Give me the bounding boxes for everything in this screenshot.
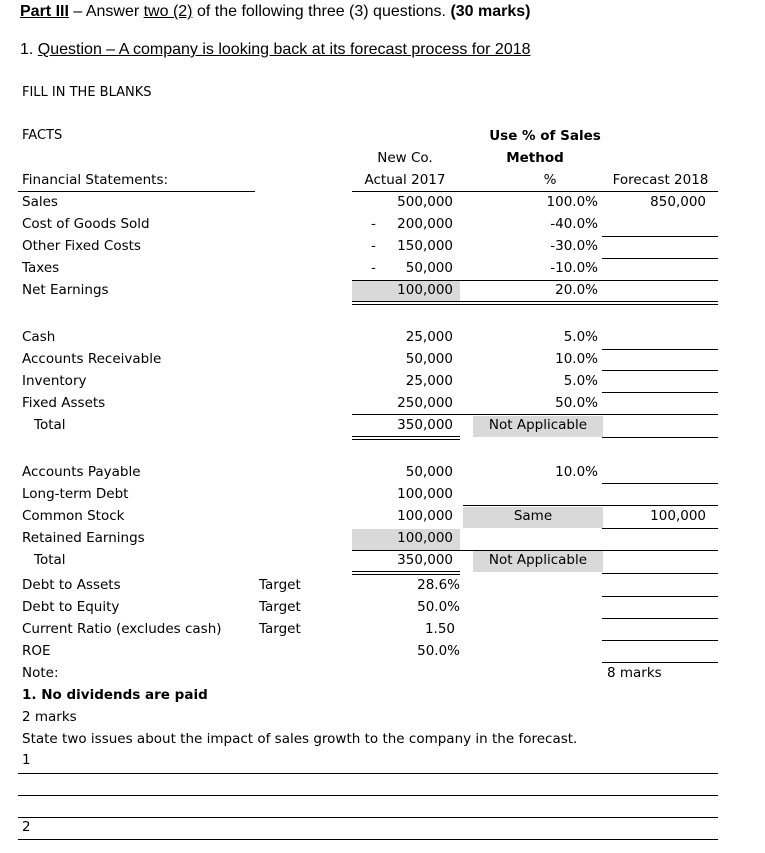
rule bbox=[352, 436, 460, 437]
sales-pct: 100.0% bbox=[546, 194, 598, 210]
dta-value: 28.6% bbox=[417, 577, 460, 593]
rule bbox=[352, 301, 718, 302]
newco-header: New Co. bbox=[377, 150, 433, 166]
inventory-forecast-blank[interactable] bbox=[602, 392, 718, 393]
cash-actual: 25,000 bbox=[405, 329, 453, 345]
assets-total-forecast-blank[interactable] bbox=[602, 437, 718, 438]
sales-forecast: 850,000 bbox=[650, 194, 706, 210]
row-label-fixed-assets: Fixed Assets bbox=[22, 395, 106, 411]
answer-2-label: 2 bbox=[22, 819, 31, 835]
facts-label: FACTS bbox=[22, 128, 63, 143]
ltd-forecast-blank[interactable] bbox=[602, 505, 718, 506]
row-label-common-stock: Common Stock bbox=[22, 508, 125, 524]
dte-target: Target bbox=[259, 599, 301, 615]
method-header-1: Use % of Sales bbox=[489, 128, 601, 144]
dte-value: 50.0% bbox=[417, 599, 460, 615]
inventory-pct: 5.0% bbox=[563, 373, 598, 389]
fixed-assets-pct: 50.0% bbox=[555, 395, 598, 411]
row-label-cash: Cash bbox=[22, 329, 56, 345]
note-label: Note: bbox=[22, 665, 59, 681]
answer-1-label: 1 bbox=[22, 752, 31, 768]
row-label-current-ratio: Current Ratio (excludes cash) bbox=[22, 621, 222, 637]
cs-pct: Same bbox=[513, 508, 553, 524]
header-marks: (30 marks) bbox=[450, 3, 531, 20]
assets-total-pct: Not Applicable bbox=[488, 417, 588, 433]
cs-forecast: 100,000 bbox=[650, 508, 706, 524]
answer-2-line[interactable] bbox=[18, 839, 718, 840]
rule bbox=[18, 191, 255, 192]
cr-forecast-blank[interactable] bbox=[602, 640, 718, 641]
inventory-actual: 25,000 bbox=[405, 373, 453, 389]
other-fixed-forecast-blank[interactable] bbox=[602, 258, 718, 259]
row-label-taxes: Taxes bbox=[22, 260, 60, 276]
two-label: two (2) bbox=[143, 3, 193, 20]
rule bbox=[352, 439, 460, 440]
row-label-accounts-receivable: Accounts Receivable bbox=[22, 351, 162, 367]
roe-value: 50.0% bbox=[417, 643, 460, 659]
row-label-assets-total: Total bbox=[34, 417, 66, 433]
question-title bbox=[20, 41, 531, 59]
cogs-pct: -40.0% bbox=[550, 216, 598, 232]
cr-target: Target bbox=[259, 621, 301, 637]
rule bbox=[352, 304, 718, 305]
other-fixed-sign: - bbox=[371, 238, 376, 254]
fixed-assets-actual: 250,000 bbox=[397, 395, 453, 411]
liab-total-forecast-blank[interactable] bbox=[602, 573, 718, 574]
taxes-actual: 50,000 bbox=[405, 260, 453, 276]
net-earnings-pct: 20.0% bbox=[555, 282, 598, 298]
dta-forecast-blank[interactable] bbox=[602, 596, 718, 597]
rule bbox=[602, 528, 718, 529]
row-label-net-earnings: Net Earnings bbox=[22, 282, 109, 298]
row-label-accounts-payable: Accounts Payable bbox=[22, 464, 141, 480]
ar-forecast-blank[interactable] bbox=[602, 370, 718, 371]
rule bbox=[352, 574, 460, 575]
question-text: Question – A company is looking back at its forecast process for 2018 bbox=[37, 41, 531, 58]
row-label-long-term-debt: Long-term Debt bbox=[22, 486, 129, 502]
other-fixed-pct: -30.0% bbox=[550, 238, 598, 254]
header-dash: – Answer bbox=[68, 3, 144, 20]
question-number: 1. bbox=[20, 41, 38, 58]
ltd-pct-blank[interactable] bbox=[463, 505, 603, 506]
ar-pct: 10.0% bbox=[555, 351, 598, 367]
sales-actual: 500,000 bbox=[397, 194, 453, 210]
ar-actual: 50,000 bbox=[405, 351, 453, 367]
cash-pct: 5.0% bbox=[563, 329, 598, 345]
actual-header: Actual 2017 bbox=[364, 172, 446, 188]
row-label-liab-total: Total bbox=[34, 552, 66, 568]
answer-line[interactable] bbox=[18, 795, 718, 796]
re-actual: 100,000 bbox=[397, 530, 453, 546]
row-label-cogs: Cost of Goods Sold bbox=[22, 216, 150, 232]
forecast-header: Forecast 2018 bbox=[612, 172, 709, 188]
dte-forecast-blank[interactable] bbox=[602, 618, 718, 619]
row-label-sales: Sales bbox=[22, 194, 58, 210]
instructions: FILL IN THE BLANKS bbox=[22, 85, 152, 100]
answer-1-line[interactable] bbox=[18, 773, 718, 774]
cr-value: 1.50 bbox=[424, 621, 455, 637]
method-header-2: Method bbox=[506, 150, 564, 166]
answer-line[interactable] bbox=[18, 817, 718, 818]
liab-total-actual: 350,000 bbox=[397, 552, 453, 568]
rule bbox=[352, 191, 718, 192]
part-heading bbox=[20, 3, 530, 21]
row-label-roe: ROE bbox=[22, 643, 51, 659]
ltd-actual: 100,000 bbox=[397, 486, 453, 502]
part-label: Part III bbox=[20, 3, 69, 20]
row-label-other-fixed-costs: Other Fixed Costs bbox=[22, 238, 141, 254]
fs-heading: Financial Statements: bbox=[22, 172, 169, 188]
row-label-inventory: Inventory bbox=[22, 373, 87, 389]
ap-pct: 10.0% bbox=[555, 464, 598, 480]
taxes-pct: -10.0% bbox=[550, 260, 598, 276]
assets-total-actual: 350,000 bbox=[397, 417, 453, 433]
dta-target: Target bbox=[259, 577, 301, 593]
roe-forecast-blank[interactable] bbox=[602, 662, 718, 663]
ap-actual: 50,000 bbox=[405, 464, 453, 480]
part2-marks: 2 marks bbox=[22, 709, 77, 725]
net-earnings-actual: 100,000 bbox=[397, 282, 453, 298]
ap-forecast-blank[interactable] bbox=[602, 483, 718, 484]
note-item: 1. No dividends are paid bbox=[22, 687, 208, 703]
header-rest: of the following three (3) questions. bbox=[192, 3, 451, 20]
cogs-forecast-blank[interactable] bbox=[602, 236, 718, 237]
other-fixed-actual: 150,000 bbox=[397, 238, 453, 254]
taxes-sign: - bbox=[371, 260, 376, 276]
pct-header: % bbox=[543, 172, 557, 188]
rule bbox=[352, 280, 718, 281]
row-label-debt-to-assets: Debt to Assets bbox=[22, 577, 121, 593]
row-label-debt-to-equity: Debt to Equity bbox=[22, 599, 120, 615]
cogs-sign: - bbox=[371, 216, 376, 232]
rule bbox=[352, 414, 718, 415]
cs-actual: 100,000 bbox=[397, 508, 453, 524]
liab-total-pct: Not Applicable bbox=[488, 552, 588, 568]
cogs-actual: 200,000 bbox=[397, 216, 453, 232]
cash-forecast-blank[interactable] bbox=[602, 349, 718, 350]
section-marks: 8 marks bbox=[607, 665, 662, 681]
rule bbox=[352, 571, 460, 572]
row-label-retained-earnings: Retained Earnings bbox=[22, 530, 145, 546]
part2-prompt: State two issues about the impact of sales growth to the company in the forecast. bbox=[22, 731, 578, 747]
